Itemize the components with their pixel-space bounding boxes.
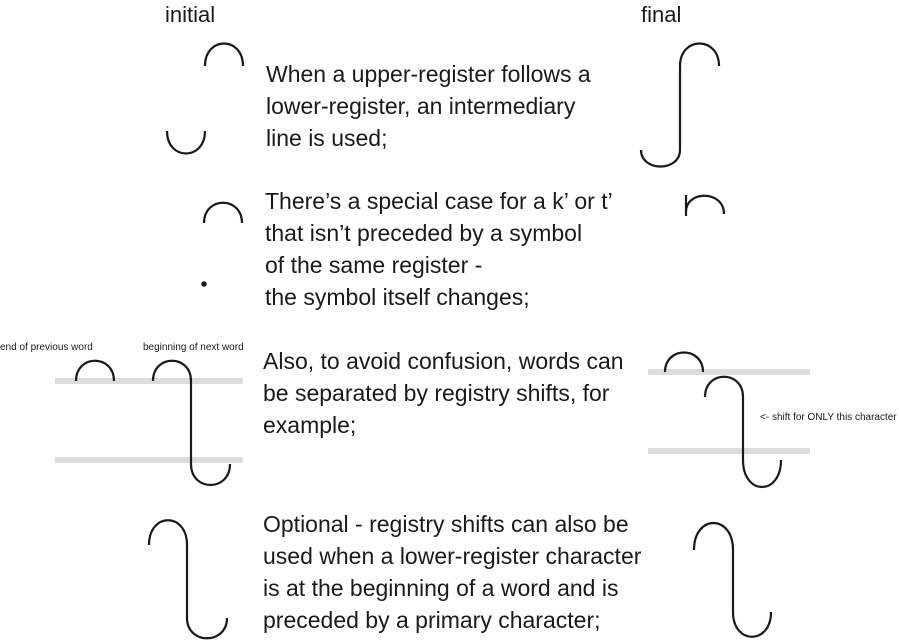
- section1-line: lower-register, an intermediary: [266, 93, 576, 119]
- section4-line: used when a lower-register character: [263, 543, 642, 569]
- k-t-arch-glyph: [204, 203, 242, 223]
- optional-shift-initial-glyph: [149, 520, 227, 638]
- optional-shift-final-glyph: [694, 523, 771, 637]
- section4-line: is at the beginning of a word and is: [263, 575, 619, 601]
- end-of-previous-word-label: end of previous word: [0, 342, 93, 353]
- initial-column-header: initial: [165, 2, 216, 27]
- upper-register-arch-glyph: [205, 44, 243, 67]
- section4-line: preceded by a primary character;: [263, 607, 601, 633]
- section1-line: When a upper-register follows a: [266, 61, 591, 87]
- section3-line: example;: [263, 412, 357, 438]
- section4-line: Optional - registry shifts can also be: [263, 511, 629, 537]
- intermediary-line-glyph: [641, 44, 719, 167]
- section3-line: Also, to avoid confusion, words can: [263, 348, 624, 374]
- lower-register-cup-glyph: [167, 131, 205, 154]
- shift-note: <- shift for ONLY this character: [760, 412, 897, 423]
- previous-word-arch-glyph: [76, 361, 114, 381]
- section1-line: line is used;: [266, 125, 388, 151]
- final-column-header: final: [641, 2, 682, 27]
- section2-line: that isn’t preceded by a symbol: [265, 220, 583, 246]
- beginning-of-next-word-label: beginning of next word: [143, 342, 244, 353]
- section2-line: There’s a special case for a k’ or t’: [265, 188, 613, 214]
- shifted-character-glyph: [705, 377, 781, 487]
- section3-line: be separated by registry shifts, for: [263, 380, 610, 406]
- k-t-changed-glyph: [686, 195, 724, 216]
- section2-line: of the same register -: [265, 252, 483, 278]
- k-t-dot-glyph: [201, 281, 207, 287]
- section2-line: the symbol itself changes;: [265, 284, 530, 310]
